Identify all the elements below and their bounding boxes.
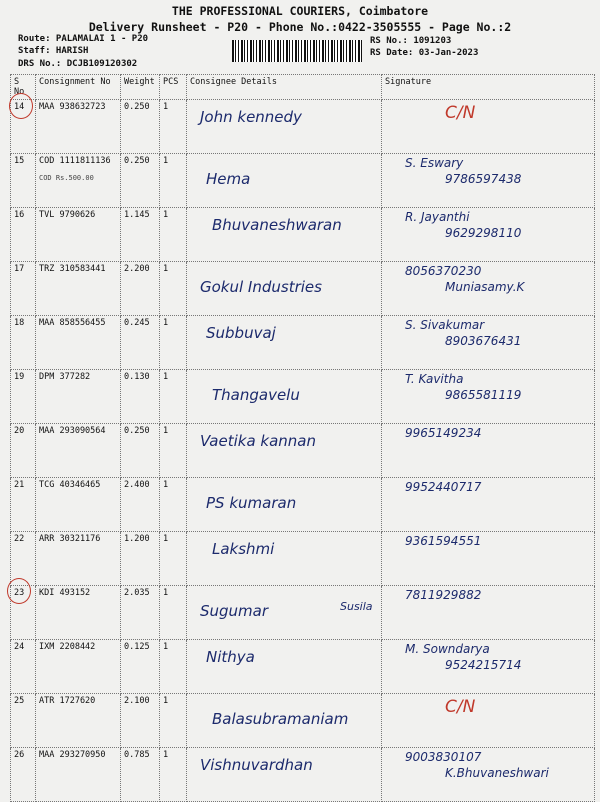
phone-number: Muniasamy.K <box>445 279 525 294</box>
signature-cell <box>382 154 595 208</box>
runsheet-subtitle: Delivery Runsheet - P20 - Phone No.:0422-3505555 - Page No.:2 <box>88 20 512 34</box>
table-row <box>11 154 595 208</box>
row-sno: 21 <box>11 478 36 532</box>
row-weight: 2.200 <box>121 262 160 316</box>
delivery-table <box>10 74 595 802</box>
red-circle-mark <box>9 93 33 119</box>
consignee-cell <box>187 154 382 208</box>
table-row <box>11 316 595 370</box>
table-row <box>11 748 595 802</box>
col-sno: S No <box>11 75 36 100</box>
row-sno: 14 <box>11 100 36 154</box>
consignment-number: TVL 9790626 <box>39 210 96 220</box>
signature-cell <box>382 586 595 640</box>
consignee-cell <box>187 100 382 154</box>
signature-cell <box>382 208 595 262</box>
row-weight: 0.250 <box>121 424 160 478</box>
row-weight: 2.035 <box>121 586 160 640</box>
consignment-number: IXM 2208442 <box>39 642 96 652</box>
consignee-name: Balasubramaniam <box>212 710 349 728</box>
table-header-row <box>11 75 595 100</box>
row-consignment <box>36 586 121 640</box>
red-circle-mark <box>7 578 31 604</box>
staff-label: Staff: HARISH <box>18 46 89 56</box>
row-weight: 0.245 <box>121 316 160 370</box>
row-weight: 2.100 <box>121 694 160 748</box>
signature-text: 9003830107 <box>405 750 482 764</box>
consignee-cell <box>187 694 382 748</box>
row-pcs: 1 <box>160 586 187 640</box>
signature-text: 9952440717 <box>405 480 482 494</box>
signature-text: 9965149234 <box>405 426 482 440</box>
phone-number: 9524215714 <box>445 657 522 672</box>
consignment-number: TCG 40346465 <box>39 480 101 490</box>
consignee-cell <box>187 424 382 478</box>
row-weight: 0.250 <box>121 100 160 154</box>
signature-text: C/N <box>445 697 476 717</box>
consignment-number: COD 1111811136 <box>39 156 111 166</box>
row-consignment <box>36 532 121 586</box>
consignee-name: Sugumar <box>200 602 269 620</box>
signature-text: S. Sivakumar <box>405 318 485 332</box>
row-consignment <box>36 316 121 370</box>
row-sno: 26 <box>11 748 36 802</box>
table-row <box>11 262 595 316</box>
signature-text: 9361594551 <box>405 534 482 548</box>
row-consignment <box>36 748 121 802</box>
signature-cell <box>382 424 595 478</box>
cod-note: COD Rs.500.00 <box>39 174 94 182</box>
consignment-number: MAA 858556455 <box>39 318 106 328</box>
consignee-cell <box>187 262 382 316</box>
row-consignment <box>36 154 121 208</box>
signature-text: 8056370230 <box>405 264 482 278</box>
row-pcs: 1 <box>160 316 187 370</box>
company-title: THE PROFESSIONAL COURIERS, Coimbatore <box>171 4 429 18</box>
consignment-number: DPM 377282 <box>39 372 91 382</box>
phone-number: K.Bhuvaneshwari <box>445 765 549 780</box>
consignee-name: Vishnuvardhan <box>200 756 313 774</box>
consignee-cell <box>187 532 382 586</box>
rs-date: RS Date: 03-Jan-2023 <box>370 48 479 58</box>
col-signature: Signature <box>382 75 595 100</box>
signature-text: 7811929882 <box>405 588 482 602</box>
signature-cell <box>382 370 595 424</box>
row-sno: 25 <box>11 694 36 748</box>
row-weight: 0.785 <box>121 748 160 802</box>
phone-number: 9786597438 <box>445 171 522 186</box>
row-sno: 19 <box>11 370 36 424</box>
table-row <box>11 586 595 640</box>
signature-cell <box>382 532 595 586</box>
row-consignment <box>36 100 121 154</box>
consignee-cell <box>187 370 382 424</box>
row-consignment <box>36 370 121 424</box>
signature-cell <box>382 478 595 532</box>
consignee-extra: Susila <box>340 600 373 613</box>
consignee-name: PS kumaran <box>206 494 297 512</box>
row-sno: 15 <box>11 154 36 208</box>
consignee-name: Hema <box>206 170 251 188</box>
row-weight: 0.125 <box>121 640 160 694</box>
row-weight: 1.145 <box>121 208 160 262</box>
row-consignment <box>36 694 121 748</box>
consignee-name: Nithya <box>206 648 255 666</box>
signature-cell <box>382 748 595 802</box>
table-row <box>11 100 595 154</box>
row-consignment <box>36 208 121 262</box>
row-pcs: 1 <box>160 154 187 208</box>
row-pcs: 1 <box>160 532 187 586</box>
row-weight: 1.200 <box>121 532 160 586</box>
row-consignment <box>36 640 121 694</box>
row-consignment <box>36 478 121 532</box>
row-sno: 23 <box>11 586 36 640</box>
signature-cell <box>382 694 595 748</box>
consignment-number: KDI 493152 <box>39 588 91 598</box>
col-pcs: PCS <box>160 75 187 100</box>
consignee-name: Bhuvaneshwaran <box>212 216 342 234</box>
row-sno: 24 <box>11 640 36 694</box>
consignment-number: TRZ 310583441 <box>39 264 106 274</box>
consignee-name: John kennedy <box>200 108 302 126</box>
signature-cell <box>382 640 595 694</box>
row-pcs: 1 <box>160 208 187 262</box>
phone-number: 8903676431 <box>445 333 522 348</box>
row-pcs: 1 <box>160 100 187 154</box>
signature-text: S. Eswary <box>405 156 464 170</box>
consignment-number: MAA 293090564 <box>39 426 106 436</box>
table-row <box>11 424 595 478</box>
signature-cell <box>382 100 595 154</box>
signature-cell <box>382 316 595 370</box>
consignee-name: Lakshmi <box>212 540 275 558</box>
consignee-cell <box>187 586 382 640</box>
row-sno: 17 <box>11 262 36 316</box>
drs-label: DRS No.: DCJB109120302 <box>18 59 138 69</box>
col-consignee: Consignee Details <box>187 75 382 100</box>
row-pcs: 1 <box>160 262 187 316</box>
table-row <box>11 478 595 532</box>
consignee-cell <box>187 748 382 802</box>
row-sno: 16 <box>11 208 36 262</box>
row-consignment <box>36 262 121 316</box>
signature-cell <box>382 262 595 316</box>
row-pcs: 1 <box>160 748 187 802</box>
consignee-name: Thangavelu <box>212 386 300 404</box>
row-pcs: 1 <box>160 694 187 748</box>
row-sno: 18 <box>11 316 36 370</box>
row-consignment <box>36 424 121 478</box>
consignee-cell <box>187 316 382 370</box>
row-pcs: 1 <box>160 370 187 424</box>
row-sno: 22 <box>11 532 36 586</box>
table-row <box>11 694 595 748</box>
row-weight: 2.400 <box>121 478 160 532</box>
row-weight: 0.130 <box>121 370 160 424</box>
consignee-cell <box>187 478 382 532</box>
route-label: Route: PALAMALAI 1 - P20 <box>18 34 149 44</box>
col-weight: Weight <box>121 75 160 100</box>
consignee-cell <box>187 640 382 694</box>
consignment-number: ARR 30321176 <box>39 534 101 544</box>
signature-text: R. Jayanthi <box>405 210 470 224</box>
consignee-name: Vaetika kannan <box>200 432 317 450</box>
row-pcs: 1 <box>160 478 187 532</box>
phone-number: 9629298110 <box>445 225 522 240</box>
signature-text: T. Kavitha <box>405 372 464 386</box>
table-row <box>11 640 595 694</box>
rs-number: RS No.: 1091203 <box>370 36 452 46</box>
consignment-number: MAA 293270950 <box>39 750 106 760</box>
barcode <box>232 40 362 62</box>
consignee-cell <box>187 208 382 262</box>
row-pcs: 1 <box>160 640 187 694</box>
row-weight: 0.250 <box>121 154 160 208</box>
col-consignment: Consignment No <box>36 75 121 100</box>
consignee-name: Gokul Industries <box>200 278 322 296</box>
row-sno: 20 <box>11 424 36 478</box>
table-row <box>11 208 595 262</box>
table-row <box>11 370 595 424</box>
signature-text: M. Sowndarya <box>405 642 490 656</box>
signature-text: C/N <box>445 103 476 123</box>
phone-number: 9865581119 <box>445 387 522 402</box>
consignee-name: Subbuvaj <box>206 324 276 342</box>
consignment-number: ATR 1727620 <box>39 696 96 706</box>
consignment-number: MAA 938632723 <box>39 102 106 112</box>
row-pcs: 1 <box>160 424 187 478</box>
table-row <box>11 532 595 586</box>
